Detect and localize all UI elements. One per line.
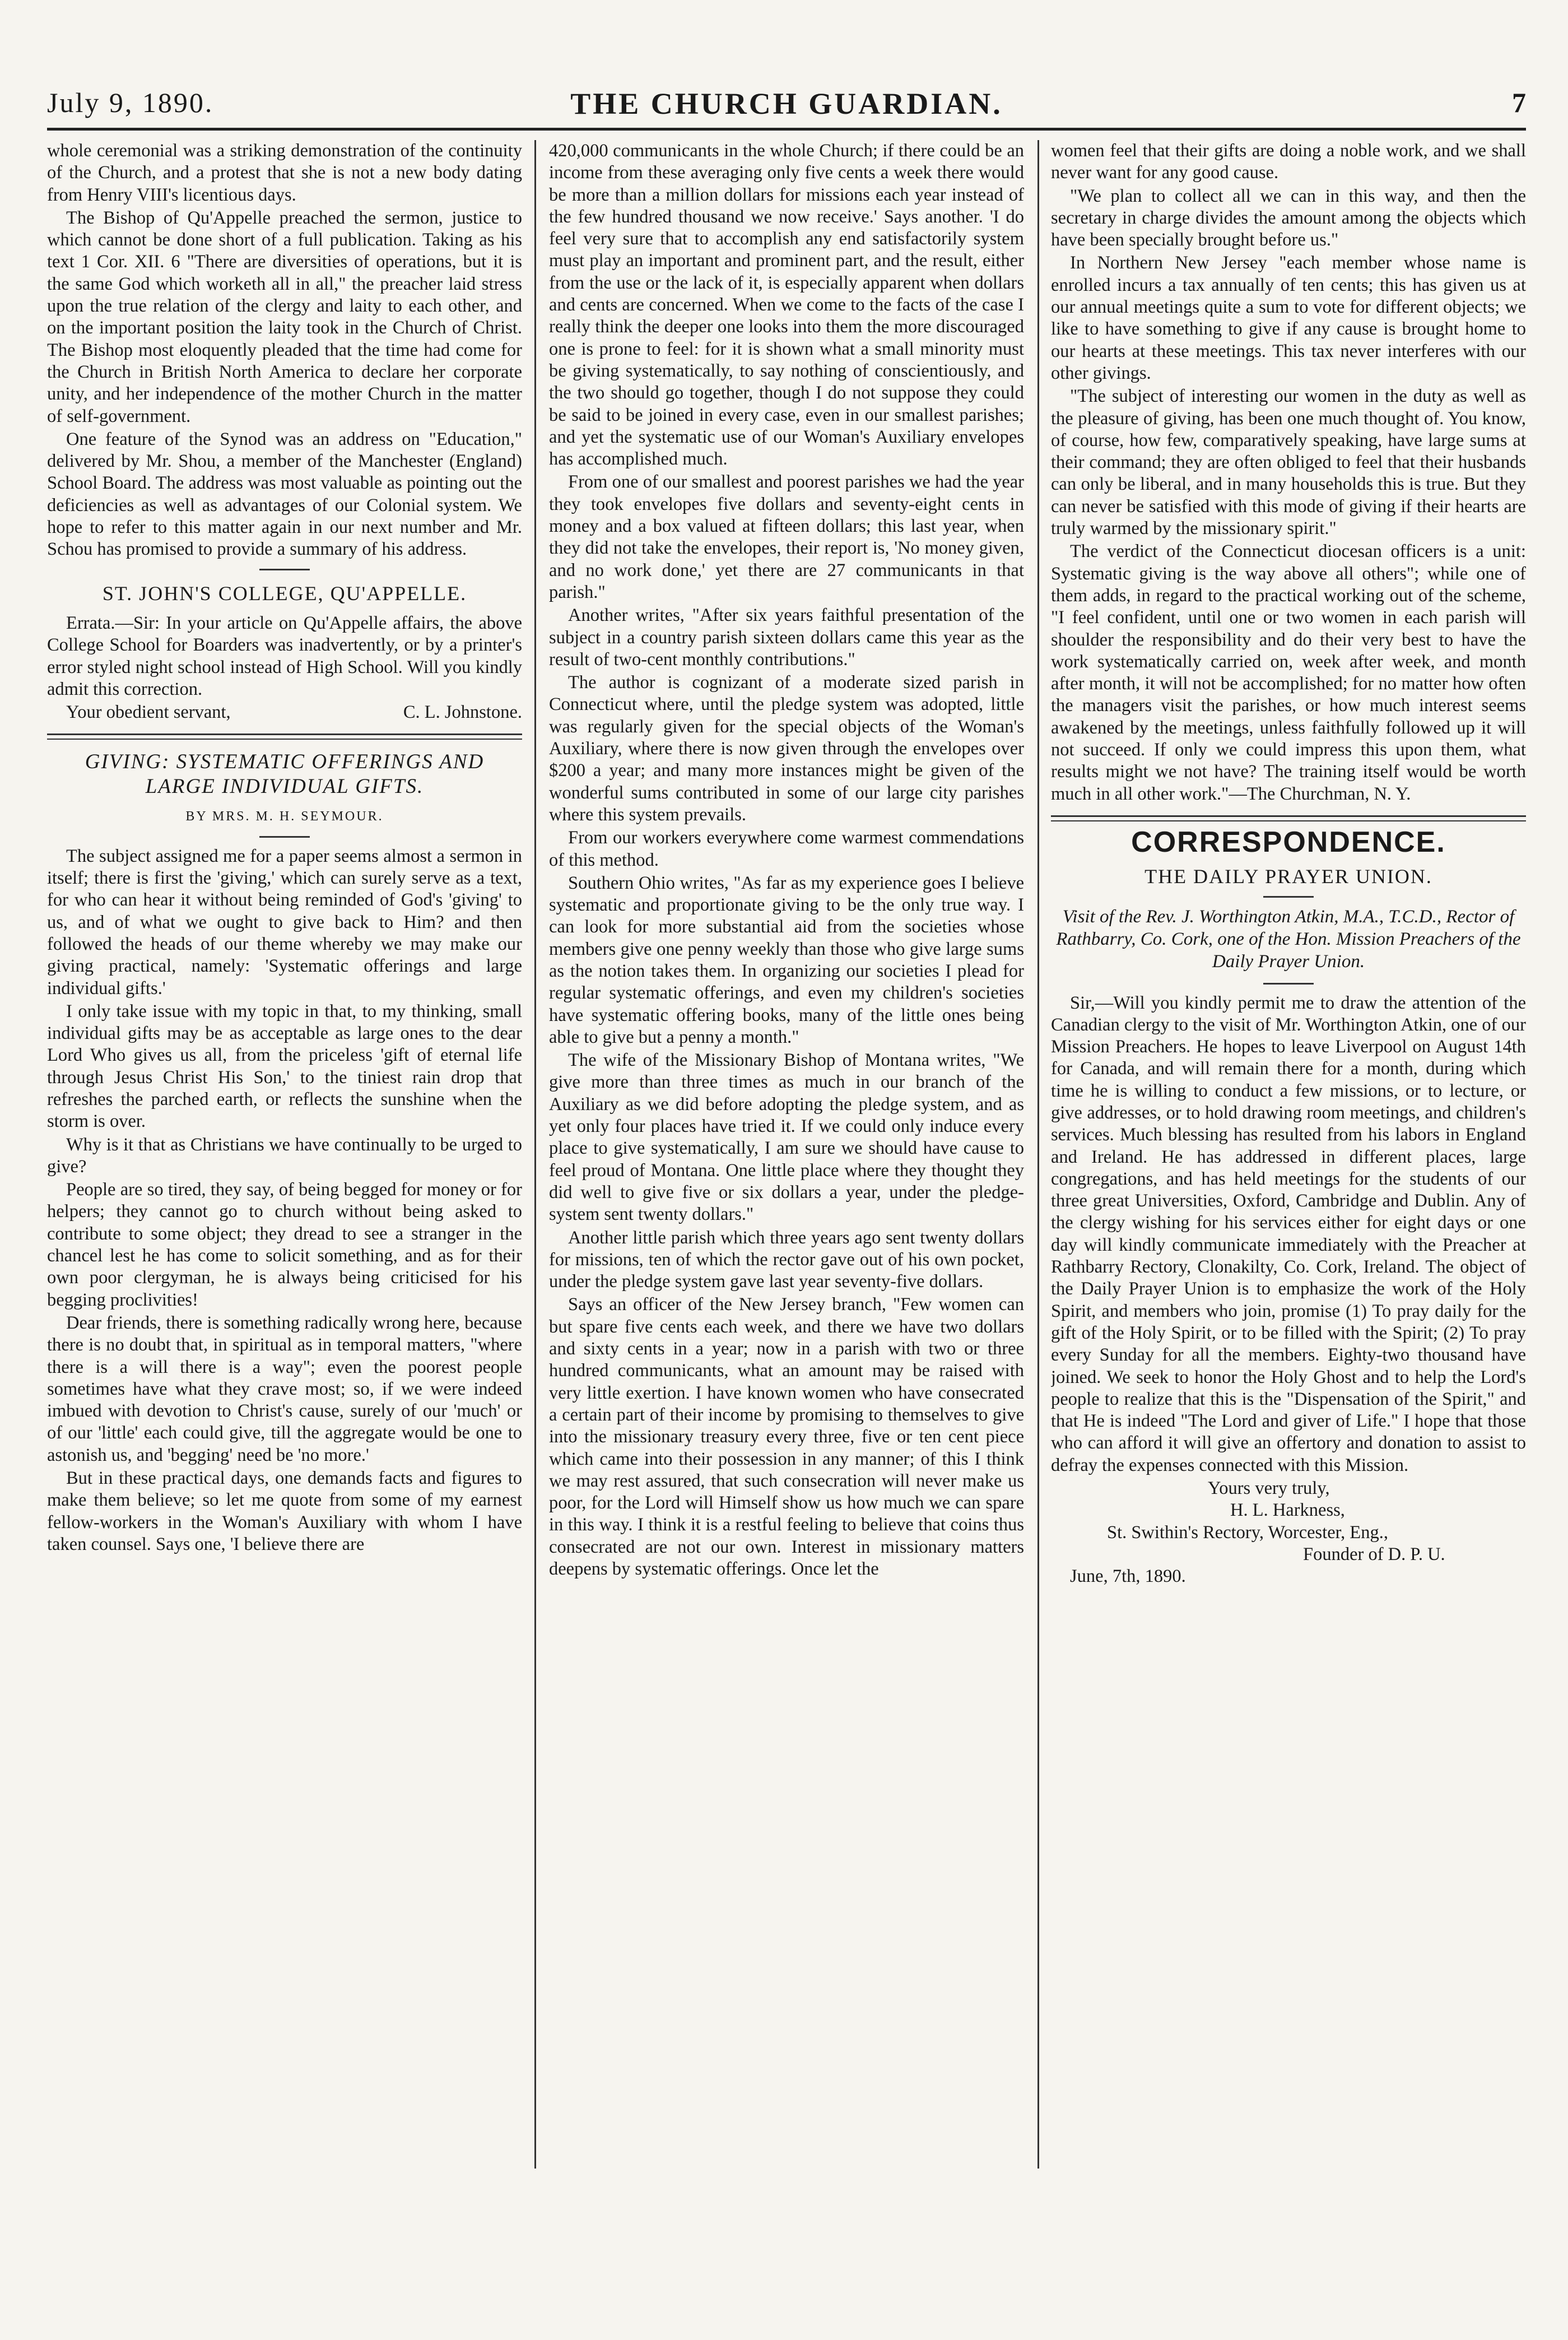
closing: Your obedient servant, — [66, 702, 231, 723]
column-3 — [1051, 140, 1526, 2169]
paragraph: From one of our smallest and poorest parishes we had the year they took envelopes five dollars and seventy-eight cents in money and a box valued at fifteen dollars; this last year, when they did not take the envelopes, their report is, 'No money given, and no work done,' yet there are 27 communicants in that parish." — [549, 472, 1024, 602]
letter-closing: Yours very truly, — [1208, 1478, 1330, 1499]
article-subtitle: Visit of the Rev. J. Worthington Atkin, M.A., T.C.D., Rector of Rathbarry, Co. Cork, one of the Hon. Mission Preachers of the Daily Prayer Union. — [1056, 906, 1521, 972]
paragraph: 420,000 communicants in the whole Church; if there could be an income from these averaging only five cents a week there would be more than a million dollars for missions each year instead of the few hundred thousand we now receive.' Says another. 'I do feel very sure that to accomplish any end satisfactorily system must play an important and prominent part, and the result, either from the use or the lack of it, is especially apparent when dollars and cents are concerned. When we come to the facts of the case I really think the deeper one looks into them the more discouraged one is prone to feel: for it is shown what a small minority must be giving systematically, to say nothing of conscientiously, and the two should go together, though I do not suppose they could be said to be joined in every case, even in our smallest parishes; and yet the systematic use of our Woman's Auxiliary envelopes has accomplished much. — [549, 141, 1024, 470]
paragraph: women feel that their gifts are doing a noble work, and we shall never want for any good cause. — [1051, 141, 1526, 183]
paragraph: Why is it that as Christians we have continually to be urged to give? — [47, 1134, 522, 1177]
section-rule — [1263, 896, 1314, 898]
newspaper-title: THE CHURCH GUARDIAN. — [570, 87, 1003, 120]
letter-signer: H. L. Harkness, — [1230, 1500, 1345, 1521]
article-title: GIVING: SYSTEMATIC OFFERINGS AND LARGE INDIVIDUAL GIFTS. — [85, 750, 485, 798]
paragraph: People are so tired, they say, of being begged for money or for helpers; they cannot go to church without being asked to contribute to some object; they dread to see a stranger in the chancel lest he has come to solicit something, and as for their own poor clergyman, he is always being criticised for his begging proclivities! — [47, 1180, 522, 1310]
byline: BY MRS. M. H. SEYMOUR. — [185, 809, 384, 824]
letter-address: St. Swithin's Rectory, Worcester, Eng., — [1107, 1522, 1389, 1543]
section-rule — [47, 733, 522, 740]
paragraph: The author is cognizant of a moderate sized parish in Connecticut where, until the pledge system was adopted, little was regularly given for the special objects of the Woman's Auxiliary, where there is now given through the envelopes over $200 a year; and many more instances might be given of the wonderful sums contributed in some of our large city parishes where this system prevails. — [549, 672, 1024, 825]
column-divider — [534, 140, 536, 2169]
letter-role: Founder of D. P. U. — [1303, 1544, 1445, 1564]
paragraph: Errata.—Sir: In your article on Qu'Appelle affairs, the above College School for Boarders was inadvertently, or by a printer's error styled night school instead of High School. Will you kindly admit this correction. — [47, 612, 522, 699]
page-header — [47, 84, 1526, 131]
paragraph: "We plan to collect all we can in this way, and then the secretary in charge divides the amount among the objects which have been specially brought before us." — [1051, 185, 1526, 250]
paragraph: I only take issue with my topic in that, to my thinking, small individual gifts may be as acceptable as large ones to the dear Lord Who gives us all, from the priceless 'gift of eternal life through Jesus Christ His Son,' to the tiniest rain drop that refreshes the parched earth, or reflects the sunshine when the storm is over. — [47, 1001, 522, 1132]
section-rule — [259, 836, 310, 838]
signature: C. L. Johnstone. — [403, 702, 522, 723]
page-number: 7 — [1512, 87, 1526, 118]
paragraph: In Northern New Jersey "each member whose name is enrolled incurs a tax annually of ten cents; this has given us at our annual meetings quite a sum to vote for different objects; we like to have something to give if any cause is brought home to our hearts at these meetings. This tax never interferes with our other givings. — [1051, 253, 1526, 383]
paragraph: The subject assigned me for a paper seems almost a sermon in itself; there is first the 'giving,' which can surely serve as a text, for who can hear it without being reminded of God's 'giving' to us, and of what we ought to give back to Him? and then followed the heads of our theme whereby we may make our giving practical, namely: 'Systematic offerings and large individual gifts.' — [47, 846, 522, 999]
signature-line — [47, 702, 522, 723]
paragraph: whole ceremonial was a striking demonstration of the continuity of the Church, and a protest that she is not a new body dating from Henry VIII's licentious days. — [47, 141, 522, 205]
paragraph: Says an officer of the New Jersey branch, "Few women can but spare five cents each week, and there we have two dollars and sixty cents in a year; now in a parish with two or three hundred communicants, what an amount may be raised with very little exertion. I have known women who have consecrated a certain part of their income by promising to themselves to give into the missionary treasury every three, five or ten cent piece which came into their possession in any manner; of this I think we may rest assured, that such consecration will never make us poor, for the Lord will Himself show us how much we can spare in this way. I think it is a restful feeling to believe that coins thus consecrated are not our own. Interest in missionary matters deepens by systematic offerings. Once let the — [549, 1294, 1024, 1579]
paragraph: The wife of the Missionary Bishop of Montana writes, "We give more than three times as much in our branch of the Auxiliary as we did before adopting the pledge system, and as yet only four places have tried it. If we could only induce every place to give systematically, I am sure we should have cause to feel proud of Montana. One little place where they thought they did well to give five or six dollars a year, under the pledge-system sent twenty dollars." — [549, 1050, 1024, 1225]
paragraph: The verdict of the Connecticut diocesan officers is a unit: Systematic giving is the way above all others"; while one of them adds, in regard to the practical working out of the scheme, "I feel confident, until one or two women in each parish will shoulder the responsibility and do their very best to have the work systematically carried on, week after week, and month after month, it will not be accomplished; for no matter how often the managers visit the parishes, or how much interest seems awakened by the meetings, unless faithfully followed up it will not succeed. If only we could impress this upon them, what results might we not have? The training itself would be worth much in all other work."—The Churchman, N. Y. — [1051, 541, 1526, 804]
section-rule — [1263, 983, 1314, 985]
correspondence-heading: CORRESPONDENCE. — [1131, 825, 1446, 858]
section-title: ST. JOHN'S COLLEGE, QU'APPELLE. — [102, 582, 467, 605]
section-title: THE DAILY PRAYER UNION. — [1144, 865, 1432, 888]
paragraph: The Bishop of Qu'Appelle preached the sermon, justice to which cannot be done short of a full publication. Taking as his text 1 Cor. XII. 6 "There are diversities of operations, but it is the same God which worketh all in all," the preacher laid stress upon the true relation of the clergy and laity to each other, and on the important position the laity took in the Church of Christ. The Bishop most eloquently pleaded that the time had come for the Church in British North America to declare her corporate unity, and her independence of the mother Church in the matter of self-government. — [47, 207, 522, 426]
letter-date: June, 7th, 1890. — [1070, 1566, 1186, 1587]
section-rule — [259, 569, 310, 570]
section-rule — [1051, 815, 1526, 821]
column-1 — [47, 140, 522, 2169]
letter-body: Sir,—Will you kindly permit me to draw the attention of the Canadian clergy to the visit of Mr. Worthington Atkin, one of our Mission Preachers. He hopes to leave Liverpool on August 14th for Canada, and will remain there for a month, during which time he is willing to conduct a few missions, or to lecture, or give addresses, or to hold drawing room meetings, and children's services. Much blessing has resulted from his labors in England and Ireland. He has addressed in different places, large congregations, and has held meetings for the students of our three great Universities, Oxford, Cambridge and Dublin. Any of the clergy wishing for his services either for eight days or one day will kindly communicate immediately with the Preacher at Rathbarry Rectory, Clonakilty, Co. Cork, Ireland. The object of the Daily Prayer Union is to emphasize the work of the Holy Spirit, and members who join, promise (1) To pray daily for the gift of the Holy Spirit, or to be filled with the Spirit; (2) To pray every Sunday for all the members. Eighty-two thousand have joined. We seek to honor the Holy Ghost and to help the Lord's people to realize that this is the "Dispensation of the Spirit," and that He is indeed "The Lord and giver of Life." I hope that those who can afford it will give an offertory and donation to assist to defray the expenses connected with this Mission. — [1051, 992, 1526, 1475]
paragraph: From our workers everywhere come warmest commendations of this method. — [549, 828, 1024, 870]
paragraph: One feature of the Synod was an address on "Education," delivered by Mr. Shou, a member of the Manchester (England) School Board. The address was most valuable as pointing out the deficiencies as well as advantages of our Colonial system. We hope to refer to this matter again in our next number and Mr. Schou has promised to provide a summary of his address. — [47, 429, 522, 560]
paragraph: But in these practical days, one demands facts and figures to make them believe; so let me quote from some of my earnest fellow-workers in the Woman's Auxiliary with whom I have taken counsel. Says one, 'I believe there are — [47, 1468, 522, 1554]
paragraph: Another little parish which three years ago sent twenty dollars for missions, ten of which the rector gave out of his own pocket, under the pledge system gave last year seventy-five dollars. — [549, 1227, 1024, 1292]
paragraph: Dear friends, there is something radically wrong here, because there is no doubt that, in spiritual as in temporal matters, "where there is a will there is a way"; even the poorest people sometimes have what they crave most; so, if we were indeed imbued with devotion to Christ's cause, surely of our 'much' or of our 'little' each could give, till the aggregate would be one to astonish us, and 'begging' need be 'no more.' — [47, 1312, 522, 1465]
column-divider — [1037, 140, 1039, 2169]
column-2 — [549, 140, 1024, 2169]
issue-date: July 9, 1890. — [47, 87, 214, 118]
paragraph: "The subject of interesting our women in the duty as well as the pleasure of giving, has been one much thought of. You know, of course, how few, comparatively speaking, have large sums at their command; they are often obliged to feel that their husbands can only be liberal, and in many households this is true. But they can never be satisfied with this mode of giving if their hearts are truly warmed by the missionary spirit." — [1051, 386, 1526, 539]
paragraph: Another writes, "After six years faithful presentation of the subject in a country parish sixteen dollars came this year as the result of two-cent monthly contributions." — [549, 605, 1024, 670]
paragraph: Southern Ohio writes, "As far as my experience goes I believe systematic and proportionate giving to be the only true way. I can look for more substantial aid from the societies whose members give one penny weekly than those who give large sums as the notion takes them. In organizing our societies I plead for regular systematic offerings, and even my children's societies have systematic offering books, many of the little ones being able to give but a penny a month." — [549, 872, 1024, 1047]
